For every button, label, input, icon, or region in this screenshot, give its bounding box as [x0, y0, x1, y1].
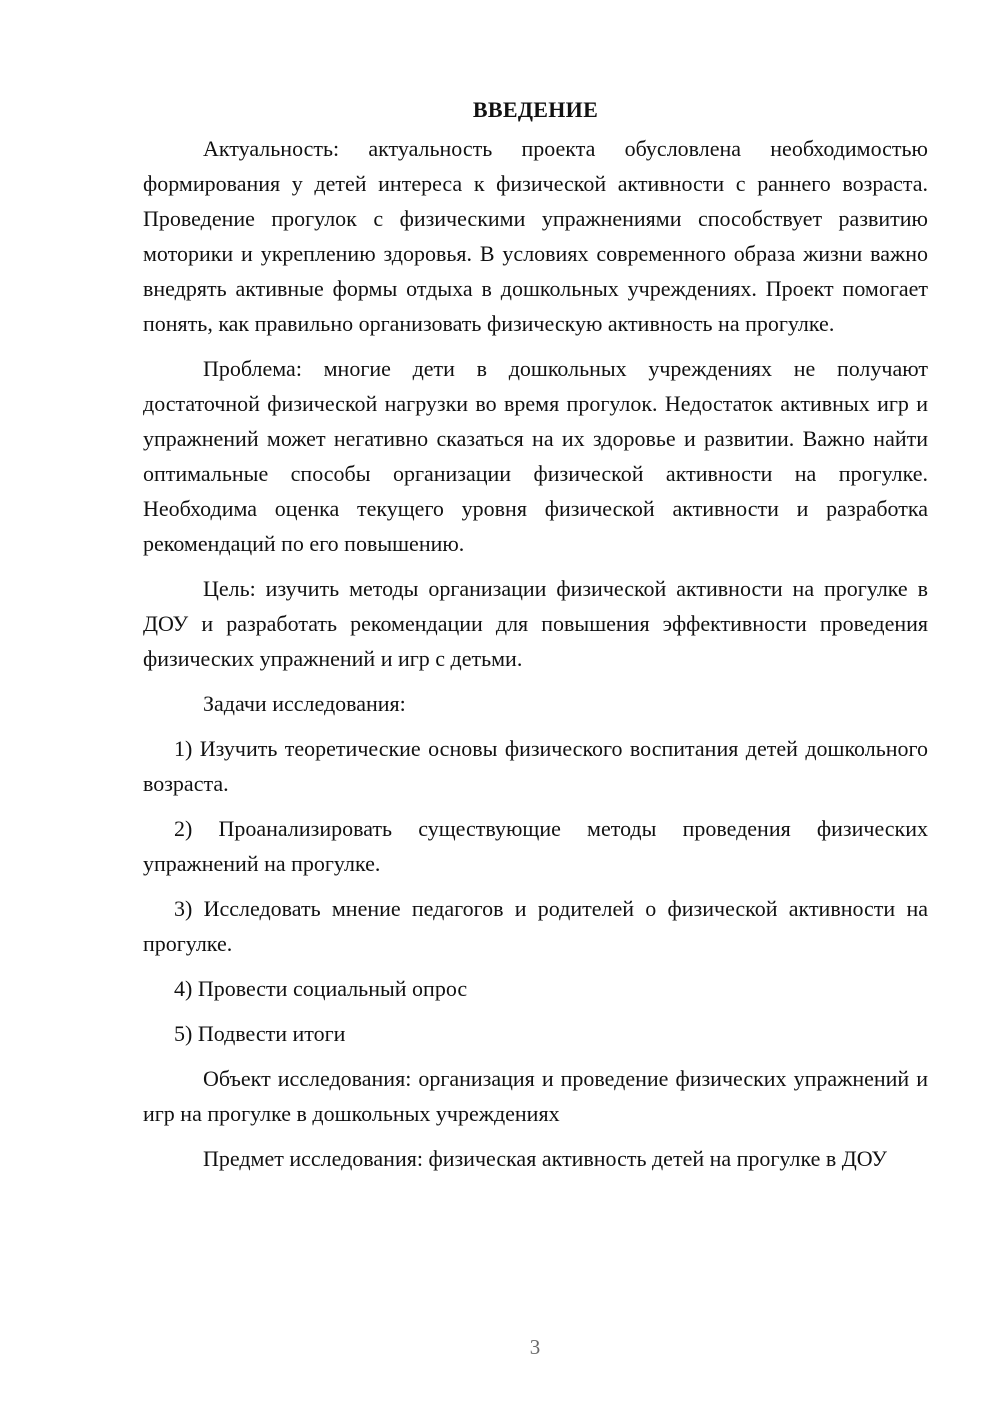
task-item: 3) Исследовать мнение педагогов и родителей о физической активности на прогулке. [143, 896, 928, 956]
object-paragraph: Объект исследования: организация и проведение физических упражнений и игр на прогулке в дошкольных учреждениях [143, 1066, 928, 1126]
goal-paragraph: Цель: изучить методы организации физической активности на прогулке в ДОУ и разработать рекомендации для повышения эффективности проведения физических упражнений и игр с детьми. [143, 576, 928, 671]
problem-paragraph: Проблема: многие дети в дошкольных учреждениях не получают достаточной физической нагрузки во время прогулок. Недостаток активных игр и упражнений может негативно сказаться на их здоровье и развитии. Важно найти оптимальные способы организации физической активности на прогулке. Необходима оценка текущего уровня физической активности и разработка рекомендаций по его повышению. [143, 356, 928, 556]
task-item: 1) Изучить теоретические основы физического воспитания детей дошкольного возраста. [143, 736, 928, 796]
task-item: 2) Проанализировать существующие методы проведения физических упражнений на прогулке. [143, 816, 928, 876]
subject-paragraph: Предмет исследования: физическая активность детей на прогулке в ДОУ [203, 1146, 887, 1171]
page-number: 3 [529, 1335, 541, 1359]
relevance-paragraph: Актуальность: актуальность проекта обусловлена необходимостью формирования у детей интереса к физической активности с раннего возраста. Проведение прогулок с физическими упражнениями способствует развитию моторики и укреплению здоровья. В условиях современного образа жизни важно внедрять активные формы отдыха в дошкольных учреждениях. Проект помогает понять, как правильно организовать физическую активность на прогулке. [143, 136, 928, 336]
page-title: ВВЕДЕНИЕ [472, 97, 599, 122]
page-content [143, 92, 928, 1186]
task-item: 5) Подвести итоги [174, 1021, 346, 1046]
task-item: 4) Провести социальный опрос [174, 976, 468, 1001]
tasks-heading: Задачи исследования: [203, 691, 406, 716]
